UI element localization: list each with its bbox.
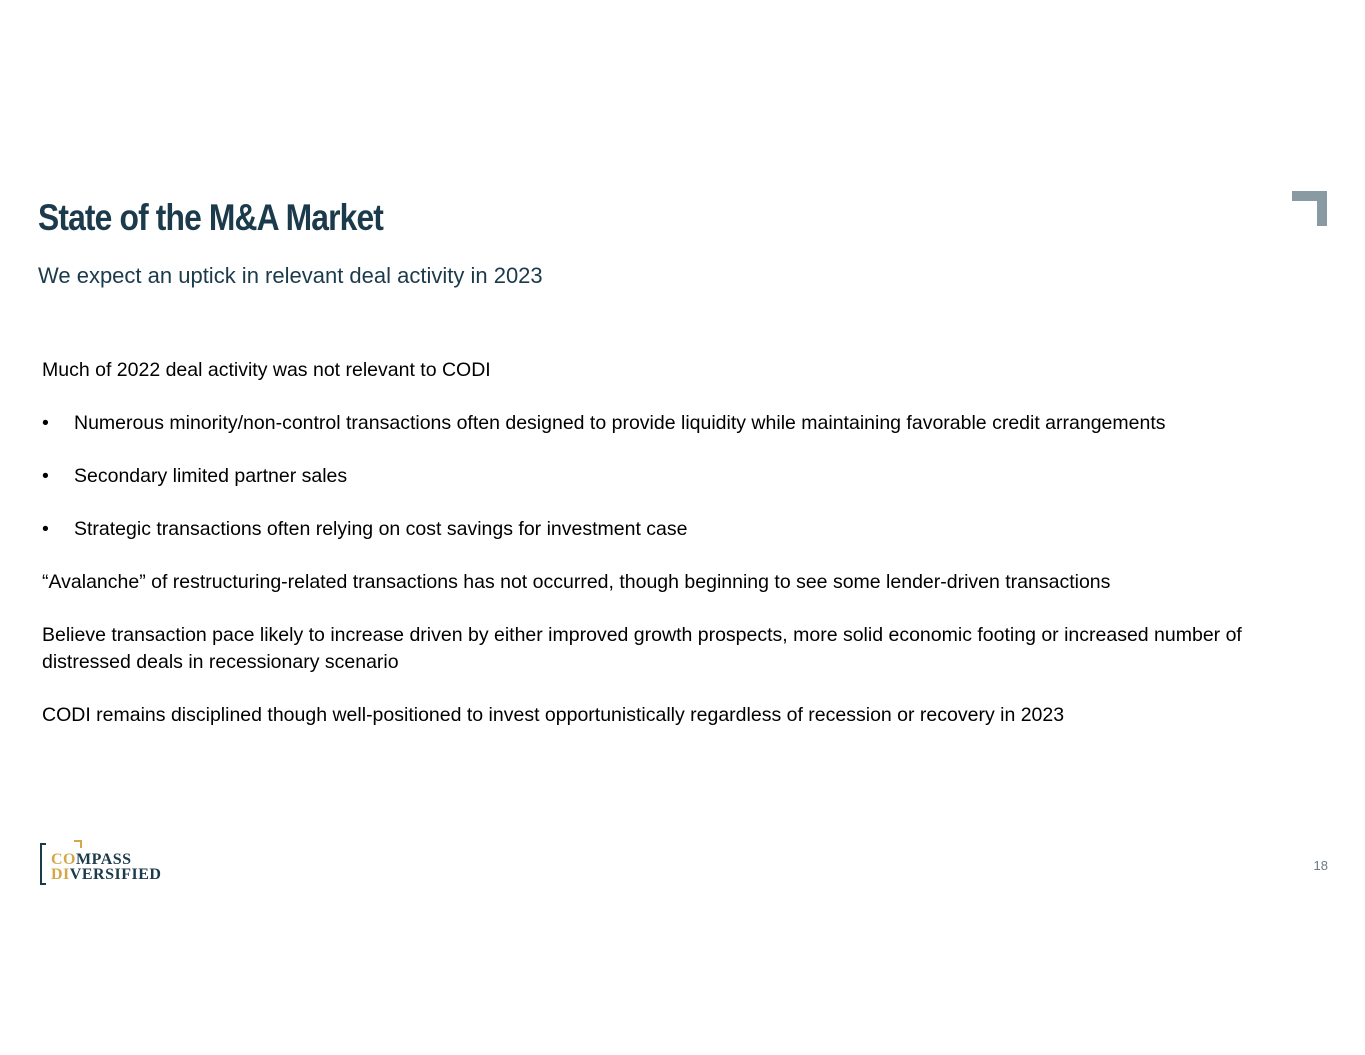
body-paragraph: CODI remains disciplined though well-positioned to invest opportunistically regardless of recession or recovery in 2023 <box>42 704 1065 726</box>
logo-line-2 <box>51 867 161 883</box>
bullet-dot-icon: • <box>42 518 49 540</box>
bullet-dot-icon: • <box>42 465 49 487</box>
logo-text: VERSIFIED <box>69 866 162 883</box>
bullet-item <box>42 410 1194 437</box>
bullet-text: Secondary limited partner sales <box>74 465 348 487</box>
corner-bracket-right <box>1317 191 1327 226</box>
bullet-text: Strategic transactions often relying on cost savings for investment case <box>74 518 688 540</box>
page-number: 18 <box>1313 858 1328 873</box>
logo-accent: CO <box>51 851 76 868</box>
bullet-list <box>42 410 1292 543</box>
logo-corner-icon <box>74 840 82 848</box>
body-paragraph: Believe transaction pace likely to increase driven by either improved growth prospects, more solid economic footing or increased number of distressed deals in recessionary scenario <box>42 624 1242 673</box>
body-paragraph: “Avalanche” of restructuring-related transactions has not occurred, though beginning to see some lender-driven transactions <box>42 571 1111 593</box>
company-logo <box>40 840 180 884</box>
slide-title: State of the M&A Market <box>38 197 384 238</box>
logo-accent: DI <box>51 866 70 883</box>
corner-bracket-icon <box>1292 191 1327 226</box>
bullet-item <box>42 516 1194 543</box>
logo-text: MPASS <box>76 851 132 868</box>
bullet-dot-icon: • <box>42 412 49 434</box>
intro-text: Much of 2022 deal activity was not relevant to CODI <box>42 359 491 381</box>
bullet-text: Numerous minority/non-control transactions often designed to provide liquidity while maintaining favorable credit arrangements <box>74 412 1166 434</box>
slide-subtitle: We expect an uptick in relevant deal activity in 2023 <box>38 263 543 288</box>
slide-body <box>42 357 1292 755</box>
bullet-item <box>42 463 1194 490</box>
logo-bracket-icon <box>40 843 46 885</box>
